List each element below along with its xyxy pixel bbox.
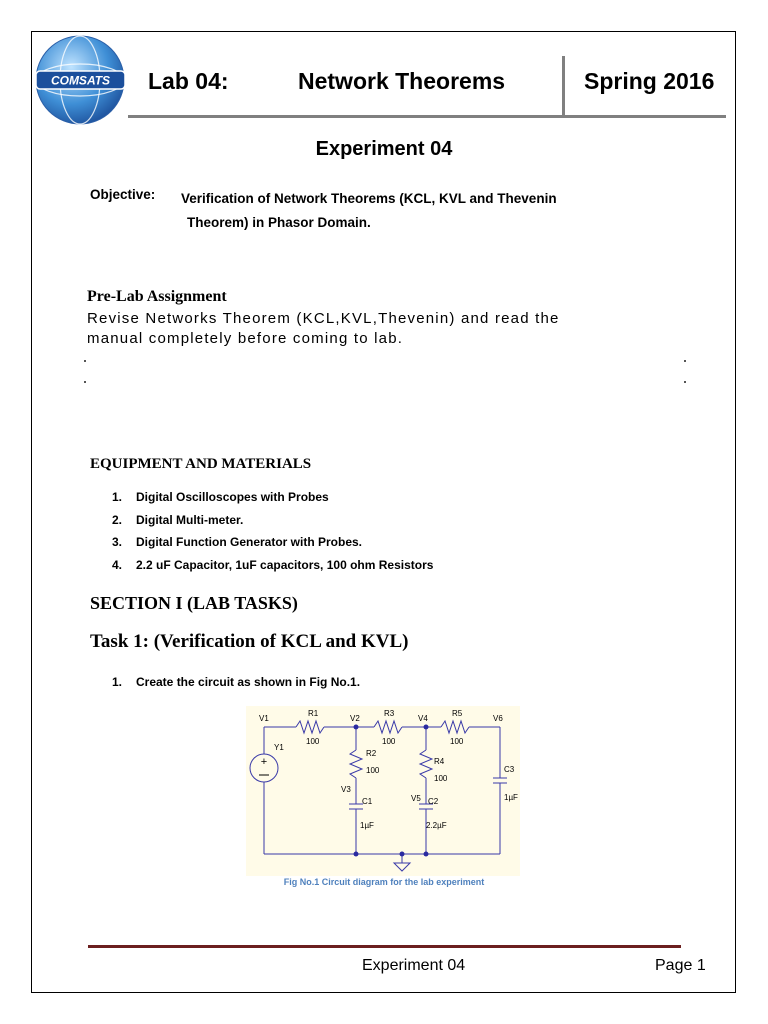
r3-label: R3 bbox=[384, 709, 395, 718]
list-item: 2. Digital Multi-meter. bbox=[112, 512, 244, 527]
svg-text:+: + bbox=[260, 756, 268, 768]
objective-text bbox=[180, 187, 640, 235]
equipment-heading: EQUIPMENT AND MATERIALS bbox=[90, 456, 312, 472]
c3-value: 1µF bbox=[504, 793, 518, 802]
margin-mark bbox=[684, 381, 686, 383]
node-label-v6: V6 bbox=[493, 714, 503, 723]
task-step: 1. Create the circuit as shown in Fig No.1. bbox=[112, 675, 361, 689]
r3-value: 100 bbox=[382, 737, 396, 746]
objective-line-2: Theorem) in Phasor Domain. bbox=[187, 215, 371, 230]
experiment-title: Experiment 04 bbox=[315, 138, 453, 160]
r5-label: R5 bbox=[452, 709, 463, 718]
r1-value: 100 bbox=[306, 737, 320, 746]
section-heading: SECTION I (LAB TASKS) bbox=[90, 593, 298, 613]
header-rule bbox=[128, 115, 726, 118]
node-label-v1: V1 bbox=[259, 714, 269, 723]
list-item: 4. 2.2 uF Capacitor, 1uF capacitors, 100 ohm Resistors bbox=[112, 557, 434, 572]
prelab-text bbox=[87, 309, 607, 349]
equipment-list bbox=[112, 490, 433, 580]
footer-experiment: Experiment 04 bbox=[362, 957, 466, 974]
prelab-line-2: manual completely before coming to lab. bbox=[87, 330, 404, 347]
margin-mark bbox=[684, 360, 686, 362]
r4-label: R4 bbox=[434, 757, 445, 766]
prelab-heading: Pre-Lab Assignment bbox=[87, 288, 227, 305]
margin-mark bbox=[84, 381, 86, 383]
page-number: Page 1 bbox=[655, 957, 706, 974]
r4-value: 100 bbox=[434, 774, 448, 783]
margin-mark bbox=[84, 360, 86, 362]
objective-line-1: Verification of Network Theorems (KCL, KVL and Thevenin bbox=[181, 191, 557, 206]
header-divider bbox=[562, 56, 565, 116]
c1-value: 1µF bbox=[360, 821, 374, 830]
node-label-v5: V5 bbox=[411, 794, 421, 803]
lab-title: Network Theorems bbox=[298, 68, 506, 94]
comsats-logo bbox=[33, 33, 128, 128]
lab-number: Lab 04: bbox=[148, 68, 229, 94]
r2-label: R2 bbox=[366, 749, 377, 758]
prelab-line-1: Revise Networks Theorem (KCL,KVL,Thevenin) and read the bbox=[87, 310, 560, 327]
term: Spring 2016 bbox=[584, 68, 715, 94]
c2-label: C2 bbox=[428, 797, 439, 806]
figure-caption: Fig No.1 Circuit diagram for the lab experiment bbox=[283, 877, 485, 887]
node-label-v2: V2 bbox=[350, 714, 360, 723]
circuit-diagram bbox=[246, 706, 520, 876]
node-label-v4: V4 bbox=[418, 714, 428, 723]
logo-text: COMSATS bbox=[50, 73, 111, 88]
task-heading: Task 1: (Verification of KCL and KVL) bbox=[90, 631, 409, 652]
list-item: 1. Digital Oscilloscopes with Probes bbox=[112, 490, 329, 504]
objective-label: Objective: bbox=[90, 187, 156, 202]
source-label: Y1 bbox=[274, 743, 284, 752]
c3-label: C3 bbox=[504, 765, 515, 774]
footer-rule bbox=[88, 945, 681, 948]
r2-value: 100 bbox=[366, 766, 380, 775]
r1-label: R1 bbox=[308, 709, 319, 718]
r5-value: 100 bbox=[450, 737, 464, 746]
c1-label: C1 bbox=[362, 797, 373, 806]
c2-value: 2.2µF bbox=[426, 821, 447, 830]
list-item: 3. Digital Function Generator with Probes. bbox=[112, 535, 363, 549]
node-label-v3: V3 bbox=[341, 785, 351, 794]
